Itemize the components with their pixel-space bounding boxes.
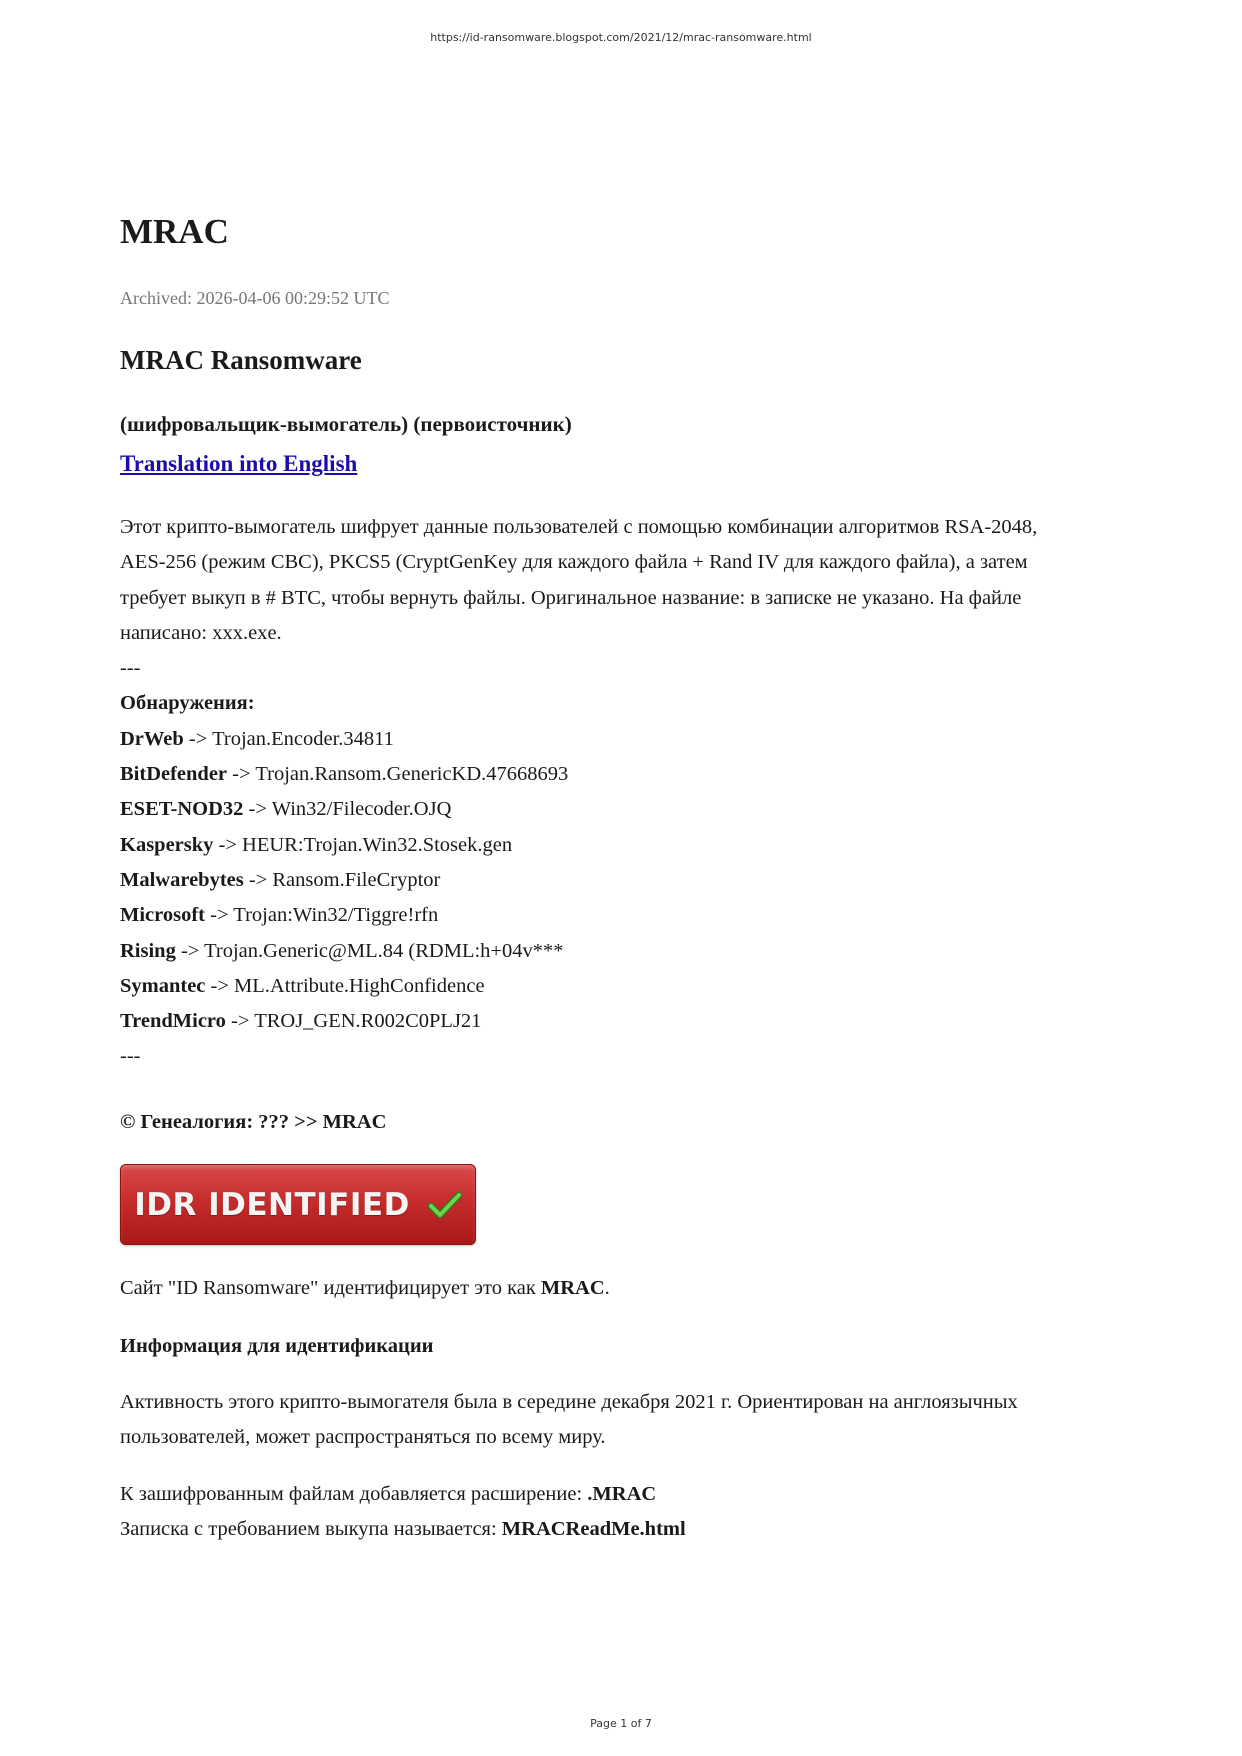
extension-value: .MRAC: [587, 1483, 657, 1505]
detection-result: ML.Attribute.HighConfidence: [234, 974, 485, 997]
detection-vendor: TrendMicro: [120, 1010, 226, 1033]
detection-result: Trojan:Win32/Tiggre!rfn: [233, 904, 439, 927]
page-title: MRAC: [120, 212, 229, 251]
detection-arrow: ->: [175, 939, 205, 962]
identified-prefix: Сайт "ID Ransomware" идентифицирует это как: [120, 1277, 541, 1299]
detection-vendor: Microsoft: [120, 904, 206, 927]
detection-result: Trojan.Encoder.34811: [212, 727, 394, 750]
detection-arrow: ->: [205, 904, 234, 927]
genealogy-line: © Генеалогия: ??? >> MRAC: [120, 1111, 387, 1133]
article-subtitle: MRAC Ransomware: [120, 345, 362, 375]
intro-line: AES-256 (режим CBC), PKCS5 (CryptGenKey для каждого файла + Rand IV для каждого файла), а затем: [120, 551, 1028, 574]
idr-identified-badge[interactable]: [120, 1164, 476, 1245]
detection-arrow: ->: [205, 974, 235, 997]
ransomware-type-line: (шифровальщик-вымогатель) (первоисточник): [120, 412, 572, 436]
archived-timestamp: Archived: 2026-04-06 00:29:52 UTC: [120, 288, 390, 308]
detection-arrow: ->: [227, 763, 256, 786]
detection-vendor: DrWeb: [120, 727, 184, 750]
activity-line: пользователей, может распространяться по всему миру.: [120, 1426, 606, 1449]
detection-result: HEUR:Trojan.Win32.Stosek.gen: [242, 833, 513, 856]
detection-vendor: ESET-NOD32: [120, 798, 244, 821]
separator: ---: [120, 657, 141, 680]
detection-result: TROJ_GEN.R002C0PLJ21: [254, 1010, 482, 1033]
detection-vendor: Rising: [120, 939, 176, 962]
detection-arrow: ->: [225, 1010, 255, 1033]
ransom-note-value: MRACReadMe.html: [501, 1518, 686, 1541]
page-url-header: https://id-ransomware.blogspot.com/2021/12/mrac-ransomware.html: [430, 31, 812, 44]
detection-arrow: ->: [243, 798, 272, 821]
detection-row: [120, 934, 1130, 969]
activity-paragraph: [120, 1385, 1018, 1456]
identification-info-heading: Информация для идентификации: [120, 1335, 434, 1357]
detection-row: [120, 828, 1130, 863]
extension-label: К зашифрованным файлам добавляется расширение:: [120, 1483, 588, 1505]
translation-link[interactable]: Translation into English: [120, 451, 358, 476]
detection-arrow: ->: [243, 868, 273, 891]
ransom-note-label: Записка с требованием выкупа называется:: [120, 1518, 502, 1541]
detections-heading: Обнаружения:: [120, 692, 255, 715]
file-info-paragraph: [120, 1477, 686, 1548]
badge-label: IDR IDENTIFIED: [134, 1186, 410, 1223]
activity-line: Активность этого крипто-вымогателя была в середине декабря 2021 г. Ориентирован на англоязычных: [120, 1391, 1018, 1413]
extension-line: [120, 1477, 686, 1512]
identified-suffix: .: [604, 1277, 610, 1299]
intro-and-detections: [120, 510, 1130, 1075]
detection-result: Win32/Filecoder.OJQ: [271, 798, 452, 821]
detection-row: [120, 863, 1130, 898]
detection-vendor: BitDefender: [120, 763, 228, 786]
detection-result: Ransom.FileCryptor: [272, 868, 441, 891]
identified-name: MRAC: [540, 1277, 605, 1299]
identified-paragraph: [120, 1271, 610, 1306]
detection-row: [120, 792, 1130, 827]
check-icon: [428, 1191, 462, 1219]
detection-arrow: ->: [183, 727, 213, 750]
ransom-note-line: [120, 1512, 686, 1547]
intro-line: написано: xxx.exe.: [120, 621, 282, 644]
detection-arrow: ->: [213, 833, 243, 856]
intro-line: Этот крипто-вымогатель шифрует данные пользователей с помощью комбинации алгоритмов RSA-2048,: [120, 516, 1038, 538]
detection-row: [120, 898, 1130, 933]
detection-row: [120, 1004, 1130, 1039]
detection-row: [120, 757, 1130, 792]
detection-vendor: Kaspersky: [120, 833, 214, 856]
intro-line: требует выкуп в # BTC, чтобы вернуть файлы. Оригинальное название: в записке не указано. На файле: [120, 586, 1022, 609]
detection-vendor: Symantec: [120, 974, 206, 997]
detection-vendor: Malwarebytes: [120, 868, 244, 891]
detection-result: Trojan.Ransom.GenericKD.47668693: [255, 763, 569, 786]
separator: ---: [120, 1045, 141, 1068]
detection-result: Trojan.Generic@ML.84 (RDML:h+04v***: [204, 939, 564, 962]
detection-row: [120, 722, 1130, 757]
detection-row: [120, 969, 1130, 1004]
page-number: Page 1 of 7: [590, 1717, 652, 1730]
